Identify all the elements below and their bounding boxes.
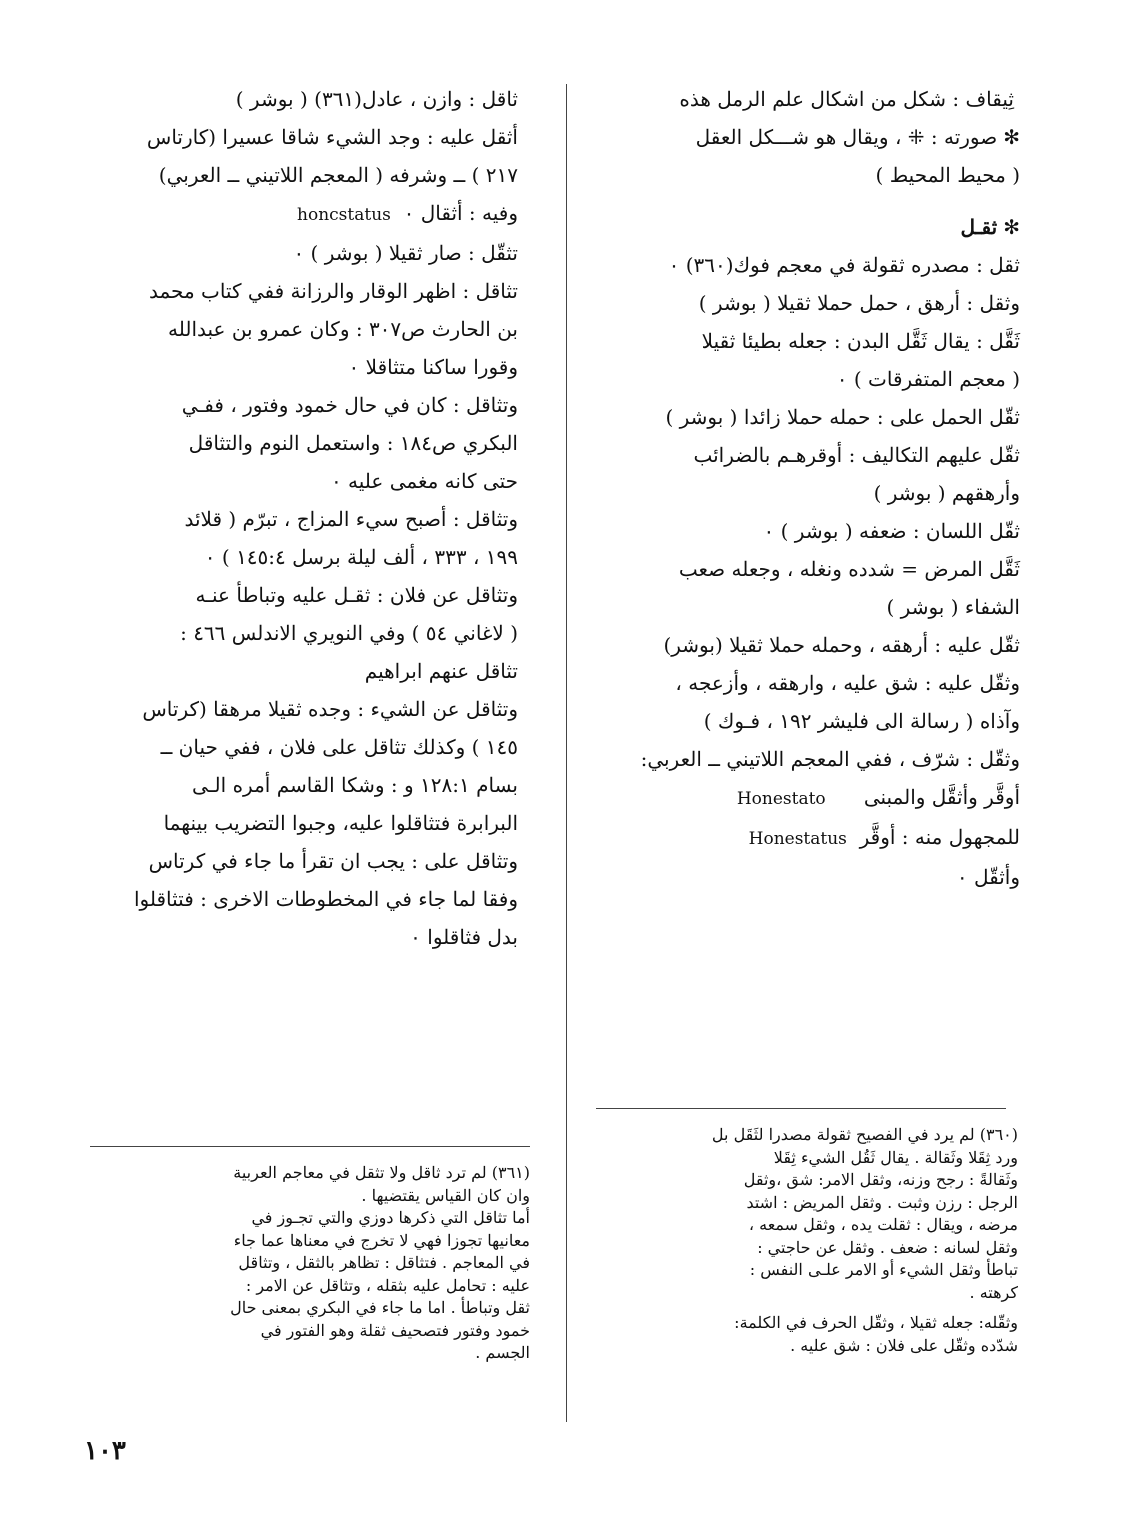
entry-line: أوقَّر وأثقَّل والمبنى Honestato <box>736 785 1020 809</box>
entry-line: ١٤٥ ) وكذلك تثاقل على فلان ، ففي حيان ــ <box>160 735 518 759</box>
entry-line: وتثاقل : كان في حال خمود وفتور ، ففـي <box>181 393 518 417</box>
entry-line: البكري ص١٨٤ : واستعمل النوم والتثاقل <box>188 431 518 455</box>
entry-line: وثقل : أرهق ، حمل حملا ثقيلا ( بوشر ) <box>698 291 1020 315</box>
footnote-line: الجسم . <box>475 1343 530 1362</box>
entry-line: ثقّل اللسان : ضعفه ( بوشر ) ٠ <box>763 519 1020 543</box>
entry-line: ثقّل عليه : أرهقه ، وحمله حملا ثقيلا (بوشر) <box>663 633 1020 657</box>
footnote-rule <box>90 1146 530 1147</box>
footnote-line: (٣٦٠) لم يرد في الفصيح ثقولة مصدرا لثَقَل بل <box>711 1125 1018 1144</box>
footnote-line: عليه : تحامل عليه بثقله ، وتثاقل عن الامر : <box>245 1275 530 1295</box>
entry-line: الشفاء ( بوشر ) <box>886 595 1020 619</box>
latin-term: honcstatus <box>297 205 391 225</box>
right-column <box>590 80 1020 896</box>
entry-line: وفيه : أثقال ٠ honcstatus <box>297 201 518 225</box>
entry-line: وثقّل عليه : شق عليه ، وارهقه ، وأزعجه ، <box>675 671 1020 695</box>
footnote-line: الرجل : رزن وثبت . وثقل المريض : اشتد <box>746 1192 1018 1212</box>
entry-line: وأثقّل ٠ <box>956 865 1020 889</box>
entry-line: ١٩٩ ، ٣٣٣ ، ألف ليلة برسل ١٤٥:٤ ) ٠ <box>204 545 518 569</box>
column-divider <box>566 84 567 1422</box>
entry-line: وتثاقل : أصبح سيء المزاج ، تبرّم ( قلائد <box>184 507 518 531</box>
footnote-rule <box>596 1108 1006 1109</box>
entry-line: ٢١٧ ) ــ وشرفه ( المعجم اللاتيني ــ العربي) <box>158 163 518 187</box>
entry-line: ( محيط المحيط ) <box>875 163 1020 187</box>
footnote-361 <box>86 1162 530 1365</box>
entry-line: وتثاقل على : يجب ان تقرأ ما جاء في كرتاس <box>148 849 518 873</box>
footnote-line: كرهته . <box>969 1282 1018 1302</box>
footnote-line: وثقّله: جعله ثقيلا ، وثقّل الحرف في الكلمة: <box>734 1313 1018 1332</box>
entry-line: وثقّل : شرّف ، ففي المعجم اللاتيني ــ العربي: <box>640 747 1020 771</box>
left-column <box>88 80 518 956</box>
footnote-line: أما تثاقل التي ذكرها دوزي والتي تجـوز في <box>251 1208 530 1227</box>
footnote-line: ثقل وتباطأ . اما ما جاء في البكري بمعنى حال <box>230 1298 530 1317</box>
entry-line: ثقّل عليهم التكاليف : أوقرهـم بالضرائب <box>693 443 1020 467</box>
entry-line: ثقل : مصدره ثقولة في معجم فوك(٣٦٠) ٠ <box>668 253 1020 277</box>
asterisk-icon: ✻ <box>1003 125 1020 149</box>
entry-line: ( معجم المتفرقات ) ٠ <box>836 367 1020 391</box>
footnote-line: مرضه ، ويقال : ثقلت يده ، وثقل سمعه ، <box>748 1215 1018 1234</box>
entry-line: ثاقل : وازن ، عادل(٣٦١) ( بوشر ) <box>235 87 518 111</box>
entry-line: تثاقل عنهم ابراهيم <box>364 659 518 683</box>
entry-line: وقورا ساكنا متثاقلا ٠ <box>348 355 518 379</box>
entry-line: ( لاغاني ٥٤ ) وفي النويري الاندلس ٤٦٦ : <box>180 621 518 645</box>
entry-line: وآذاه ( رسالة الى فليشر ١٩٢ ، فـوك ) <box>703 709 1020 733</box>
latin-term: Honestato <box>736 789 826 809</box>
entry-line: حتى كانه مغمى عليه ٠ <box>330 469 518 493</box>
entry-line: بن الحارث ص٣٠٧ : وكان عمرو بن عبدالله <box>168 317 518 341</box>
entry-line: تثاقل : اظهر الوقار والرزانة ففي كتاب محمد <box>148 279 518 303</box>
latin-term: Honestatus <box>748 829 847 849</box>
entry-line: أثقل عليه : وجد الشيء شاقا عسيرا (كارتاس <box>146 125 518 149</box>
footnote-line: ورد ثِقَلا وثَقالة . يقال ثَقُل الشيء ثِقَلا <box>773 1147 1018 1167</box>
entry-line: وأرهقهم ( بوشر ) <box>873 481 1020 505</box>
entry-line: ثِيقاف : شكل من اشكال علم الرمل هذه <box>679 87 1014 111</box>
footnote-line: تباطأ وثقل الشيء أو الامر علـى النفس : <box>749 1260 1018 1279</box>
asterisk-icon: ✻ <box>1003 215 1020 239</box>
footnote-line: خمود وفتور فتصحيف ثقلة وهو الفتور في <box>260 1320 530 1340</box>
entry-line: ثَقَّل المرض = شدده ونغله ، وجعله صعب <box>678 557 1020 581</box>
entry-line: ثَقَّل : يقال ثَقَّل البدن : جعله بطيئا ثقيلا <box>701 329 1020 353</box>
footnote-line: وثقل لسانه : ضعف . وثقل عن حاجتي : <box>757 1237 1018 1257</box>
entry-line: بسام ١٢٨:١ و : وشكا القاسم أمره الـى <box>192 773 518 797</box>
entry-line: البرابرة فتثاقلوا عليه، وجبوا التضريب بينهما <box>163 811 518 835</box>
footnote-line: (٣٦١) لم ترد ثاقل ولا تثقل في معاجم العربية <box>233 1163 530 1182</box>
entry-line: وتثاقل عن فلان : ثقـل عليه وتباطأ عنـه <box>195 583 518 607</box>
entry-line: وفقا لما جاء في المخطوطات الاخرى : فتثاقلوا <box>133 887 518 911</box>
footnote-line: شدّده وثقّل على فلان : شق عليه . <box>790 1335 1018 1355</box>
page-number: ١٠٣ <box>84 1436 126 1466</box>
entry-line: ثقّل الحمل على : حمله حملا زائدا ( بوشر ) <box>665 405 1020 429</box>
entry-line: وتثاقل عن الشيء : وجده ثقيلا مرهقا (كرتاس <box>142 697 518 721</box>
entry-line: ✻صورته : ⁜ ، ويقال هو شـــكل العقل <box>695 125 1020 149</box>
footnote-line: في المعاجم . فتثاقل : تظاهر بالثقل ، وتثاقل <box>238 1253 530 1272</box>
headword: ✻ثقـل <box>960 215 1020 239</box>
entry-line: تثقّل : صار ثقيلا ( بوشر ) ٠ <box>293 241 518 265</box>
footnote-line: معانيها تجوزا فهي لا تخرج في معناها عما جاء <box>233 1230 530 1250</box>
footnote-line: وان كان القياس يقتضيها . <box>361 1185 530 1205</box>
footnote-line: وثَقالةً : رجح وزنه، وثقل الامر: شق ،وثقل <box>743 1170 1018 1189</box>
footnote-360 <box>588 1124 1018 1357</box>
entry-line: للمجهول منه : أوقَّر Honestatus <box>748 825 1020 849</box>
entry-line: بدل فثاقلوا ٠ <box>410 925 518 949</box>
